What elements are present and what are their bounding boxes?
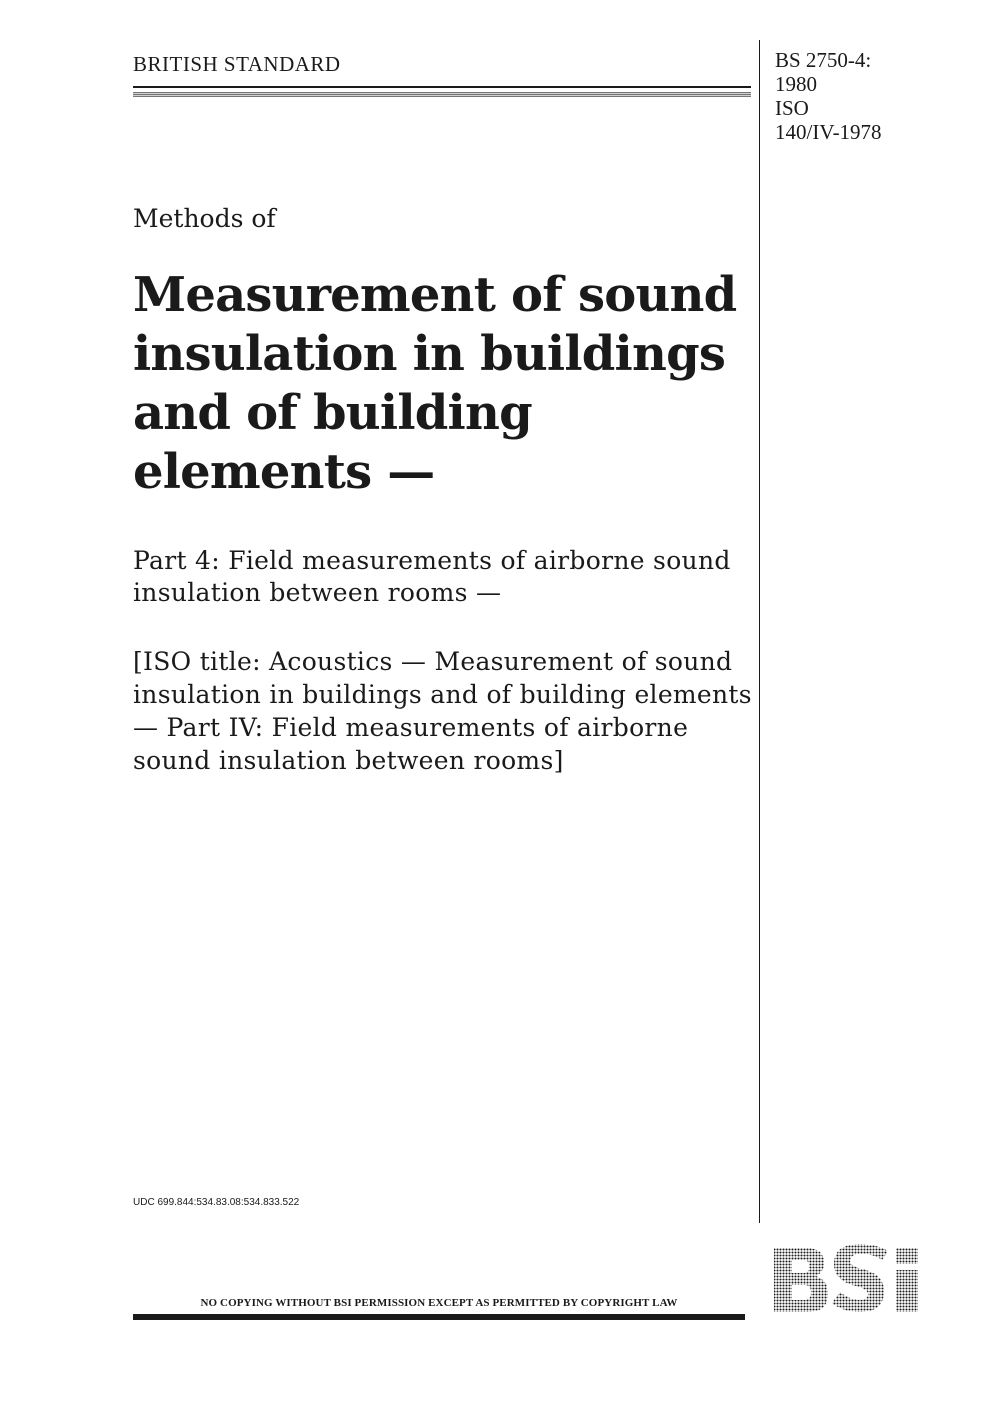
document-series-label: BRITISH STANDARD — [133, 52, 341, 76]
standard-number-block — [775, 48, 882, 144]
vertical-divider — [759, 40, 760, 1223]
standard-number-line: 140/IV-1978 — [775, 120, 882, 144]
standard-number-line: BS 2750-4: — [775, 48, 872, 72]
standard-number-line: 1980 — [775, 72, 817, 96]
header-rule — [133, 86, 751, 88]
main-title: Measurement of sound insulation in buildings and of building elements — — [133, 267, 737, 500]
iso-title: [ISO title: Acoustics — Measurement of sound insulation in buildings and of building elements — Part IV: Field measurements of airborne sound insulation between rooms] — [133, 647, 752, 775]
header-grey-band — [133, 92, 751, 97]
copyright-notice: NO COPYING WITHOUT BSI PERMISSION EXCEPT AS PERMITTED BY COPYRIGHT LAW — [200, 1297, 678, 1309]
part-title: Part 4: Field measurements of airborne sound insulation between rooms — — [133, 546, 731, 607]
standard-number-line: ISO — [775, 96, 809, 120]
bsi-logo — [770, 1242, 946, 1320]
footer-rule — [133, 1314, 745, 1320]
udc-classification: UDC 699.844:534.83.08:534.833.522 — [133, 1197, 300, 1208]
title-prefix: Methods of — [133, 204, 276, 233]
